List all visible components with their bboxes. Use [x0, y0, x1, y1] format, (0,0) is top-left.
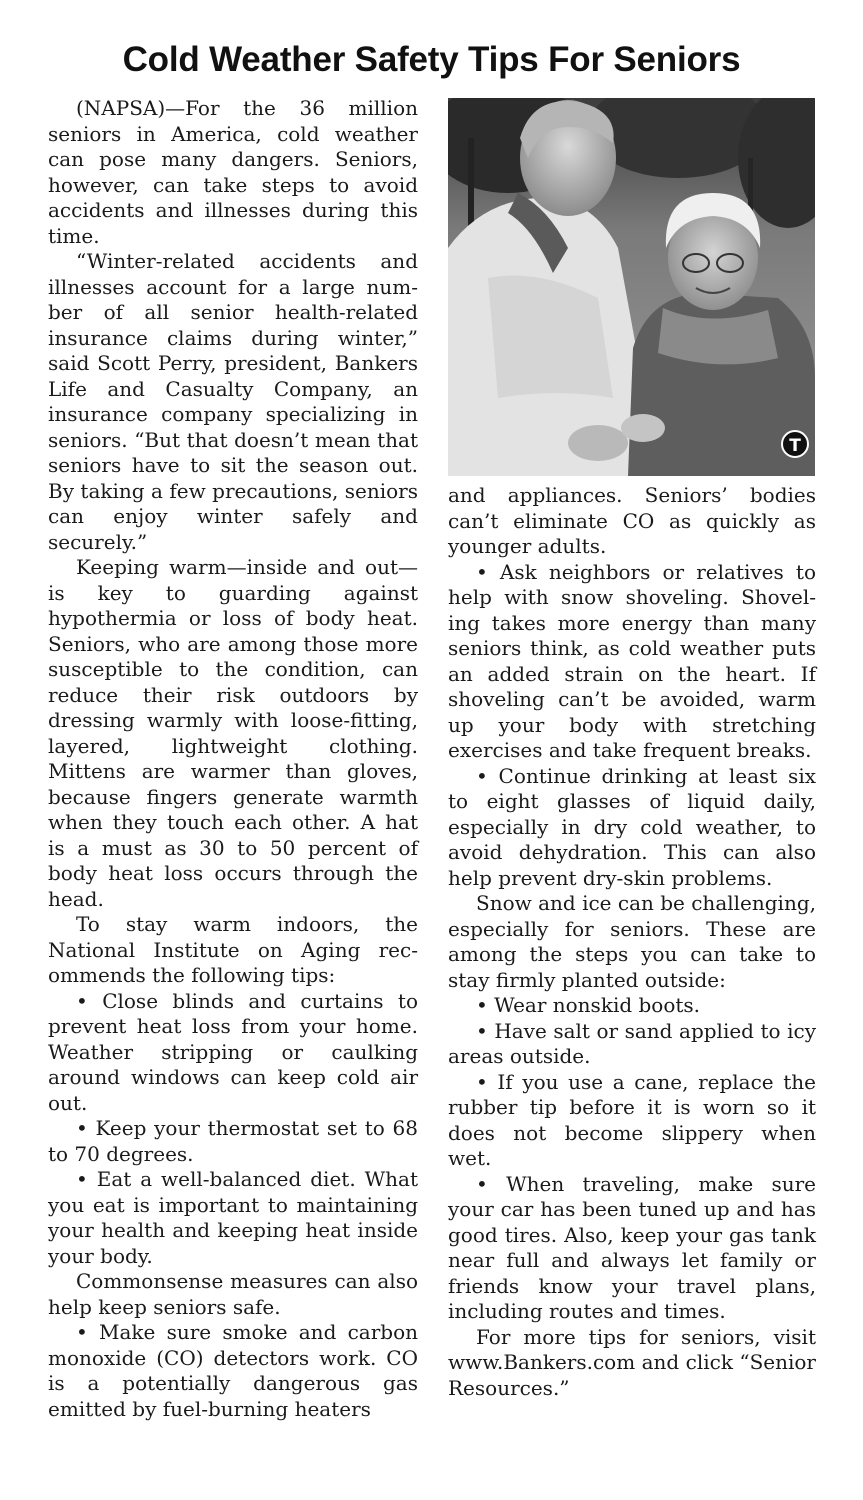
- paragraph: and appliances. Seniors’ bodies can’t eliminate CO as quickly as younger adults.: [448, 483, 816, 558]
- trademark-icon: T: [781, 430, 809, 458]
- bullet-item: • Ask neighbors or relatives to help with snow shoveling. Shoveling takes more energy than many seniors think, as cold weather puts an added strain on the heart. If shoveling can’t be avoided, warm up your body with stretching exercises and take frequent breaks.: [448, 559, 816, 762]
- paragraph: Commonsense measures can also help keep seniors safe.: [48, 1269, 418, 1319]
- bullet-item: • Close blinds and curtains to prevent heat loss from your home. Weather stripping or caulking around windows can keep cold air out.: [48, 988, 418, 1115]
- right-column: [448, 483, 816, 1401]
- paragraph: (NAPSA)—For the 36 million seniors in America, cold weather can pose many dangers. Seniors, however, can take steps to avoid accidents and illnesses during this time.: [48, 96, 418, 248]
- bullet-item: • Have salt or sand applied to icy areas outside.: [448, 1018, 816, 1068]
- senior-couple-photo: [448, 98, 815, 476]
- photo-senior-couple-icon: [448, 98, 815, 476]
- paragraph: Keeping warm—inside and out—is key to guarding against hypothermia or loss of body heat. Seniors, who are among those more susceptible to the condition, can reduce their risk outdoors by dressing warmly with loose-fitting, layered, lightweight clothing. Mittens are warmer than gloves, because fingers generate warmth when they touch each other. A hat is a must as 30 to 50 percent of body heat loss occurs through the head.: [48, 555, 418, 911]
- bullet-item: • When traveling, make sure your car has been tuned up and has good tires. Also, keep your gas tank near full and always let family or friends know your travel plans, including routes and times.: [448, 1171, 816, 1323]
- article-title: Cold Weather Safety Tips For Seniors: [122, 40, 741, 79]
- bullet-item: • If you use a cane, replace the rubber tip before it is worn so it does not become slippery when wet.: [448, 1069, 816, 1170]
- bullet-item: • Make sure smoke and carbon monoxide (CO) detectors work. CO is a potentially dangerous gas emitted by fuel-burning heaters: [48, 1320, 418, 1421]
- paragraph: Snow and ice can be challenging, especially for seniors. These are among the steps you can take to stay firmly planted outside:: [448, 891, 816, 992]
- bullet-item: • Eat a well-balanced diet. What you eat is important to maintaining your health and keeping heat inside your body.: [48, 1167, 418, 1268]
- paragraph: To stay warm indoors, the National Institute on Aging recommends the following tips:: [48, 912, 418, 987]
- bullet-item: • Keep your thermostat set to 68 to 70 degrees.: [48, 1116, 418, 1166]
- left-column: [48, 96, 418, 1422]
- bullet-item: • Continue drinking at least six to eight glasses of liquid daily, especially in dry cold weather, to avoid dehydration. This can also help prevent dry-skin problems.: [448, 763, 816, 890]
- bullet-item: • Wear nonskid boots.: [476, 993, 701, 1017]
- paragraph: “Winter-related accidents and illnesses account for a large number of all senior health-related insurance claims during winter,” said Scott Perry, president, Bankers Life and Casualty Company, an insurance company specializing in seniors. “But that doesn’t mean that seniors have to sit the season out. By taking a few precautions, seniors can enjoy winter safely and securely.”: [48, 249, 418, 554]
- paragraph: For more tips for seniors, visit www.Bankers.com and click “Senior Resources.”: [448, 1324, 816, 1400]
